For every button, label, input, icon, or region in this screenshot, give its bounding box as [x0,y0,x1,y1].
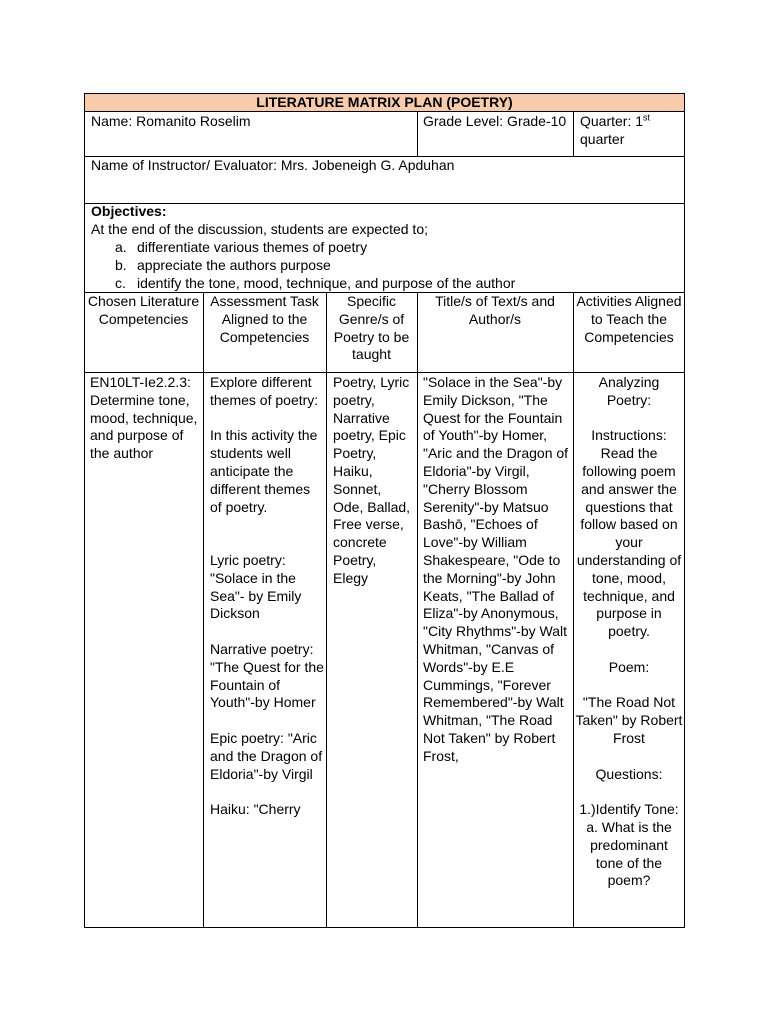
objective-text: identify the tone, mood, technique, and purpose of the author [137,274,516,291]
column-divider [326,292,327,928]
grade-level: Grade Level: Grade-10 [423,113,567,129]
objective-text: differentiate various themes of poetry [137,238,368,255]
objective-marker: a. [115,238,127,255]
activities-cell: Analyzing Poetry: Instructions: Read the following poem and answer the questions that follow based on your understanding of tone, mood, technique, and purpose in poetry. Poem: "The Road Not Taken" by Robert Frost Questions: 1.)Identify Tone: a. What is the predominant tone of the poem? [575,374,683,889]
objectives-list [91,239,681,293]
document-title: LITERATURE MATRIX PLAN (POETRY) [84,93,685,112]
objective-item [115,256,681,275]
divider [417,111,418,157]
objectives-intro: At the end of the discussion, students are expected to; [91,220,428,237]
titles-cell: "Solace in the Sea"-by Emily Dickson, "The Quest for the Fountain of Youth"-by Homer, "Aric and the Dragon of Eldoria"-by Virgil, "Cherry Blossom Serenity"-by Matsuo Bashō, "Echoes of Love"-by William Shakespeare, "Ode to the Morning"-by John Keats, "The Ballad of Eliza"-by Anonymous, "City Rhythms"-by Walt Whitman, "Canvas of Words"-by E.E Cummings, "Forever Remembered"-by Walt Whitman, "The Road Not Taken" by Robert Frost, [423,374,569,764]
objectives-block [91,203,681,293]
instructor-name: Name of Instructor/ Evaluator: Mrs. Jobeneigh G. Apduhan [91,157,455,173]
objectives-heading: Objectives: [91,203,167,219]
header-divider [84,372,685,373]
assessment-cell: Explore different themes of poetry: In this activity the students well anticipate the different themes of poetry. Lyric poetry: "Solace in the Sea"- by Emily Dickson Narrative poetry: "The Quest for the Fountain of Youth"-by Homer Epic poetry: "Aric and the Dragon of Eldoria"-by Virgil Haiku: "Cherry [210,374,324,818]
objective-text: appreciate the authors purpose [137,256,331,273]
genres-cell: Poetry, Lyric poetry, Narrative poetry, Epic Poetry, Haiku, Sonnet, Ode, Ballad, Free verse, concrete Poetry, Elegy [333,374,411,586]
column-divider [203,292,204,928]
header-genres: Specific Genre/s of Poetry to be taught [333,293,410,363]
column-divider [417,292,418,928]
quarter-ordinal: st [643,112,651,123]
quarter [580,113,682,149]
competency-cell: EN10LT-Ie2.2.3: Determine tone, mood, technique, and purpose of the author [90,374,198,462]
student-name: Name: Romanito Roselim [91,113,251,129]
header-activities: Activities Aligned to Teach the Competencies [576,293,682,345]
quarter-prefix: Quarter: 1 [580,113,644,129]
objective-item [115,274,681,293]
objective-marker: b. [115,256,127,273]
divider [573,111,574,157]
column-divider [573,292,574,928]
header-titles: Title/s of Text/s and Author/s [435,293,555,327]
objective-marker: c. [115,274,126,291]
header-assessment: Assessment Task Aligned to the Competencies [210,293,319,345]
header-competencies: Chosen Literature Competencies [87,293,200,327]
objective-item [115,238,681,257]
quarter-suffix: quarter [580,130,625,147]
